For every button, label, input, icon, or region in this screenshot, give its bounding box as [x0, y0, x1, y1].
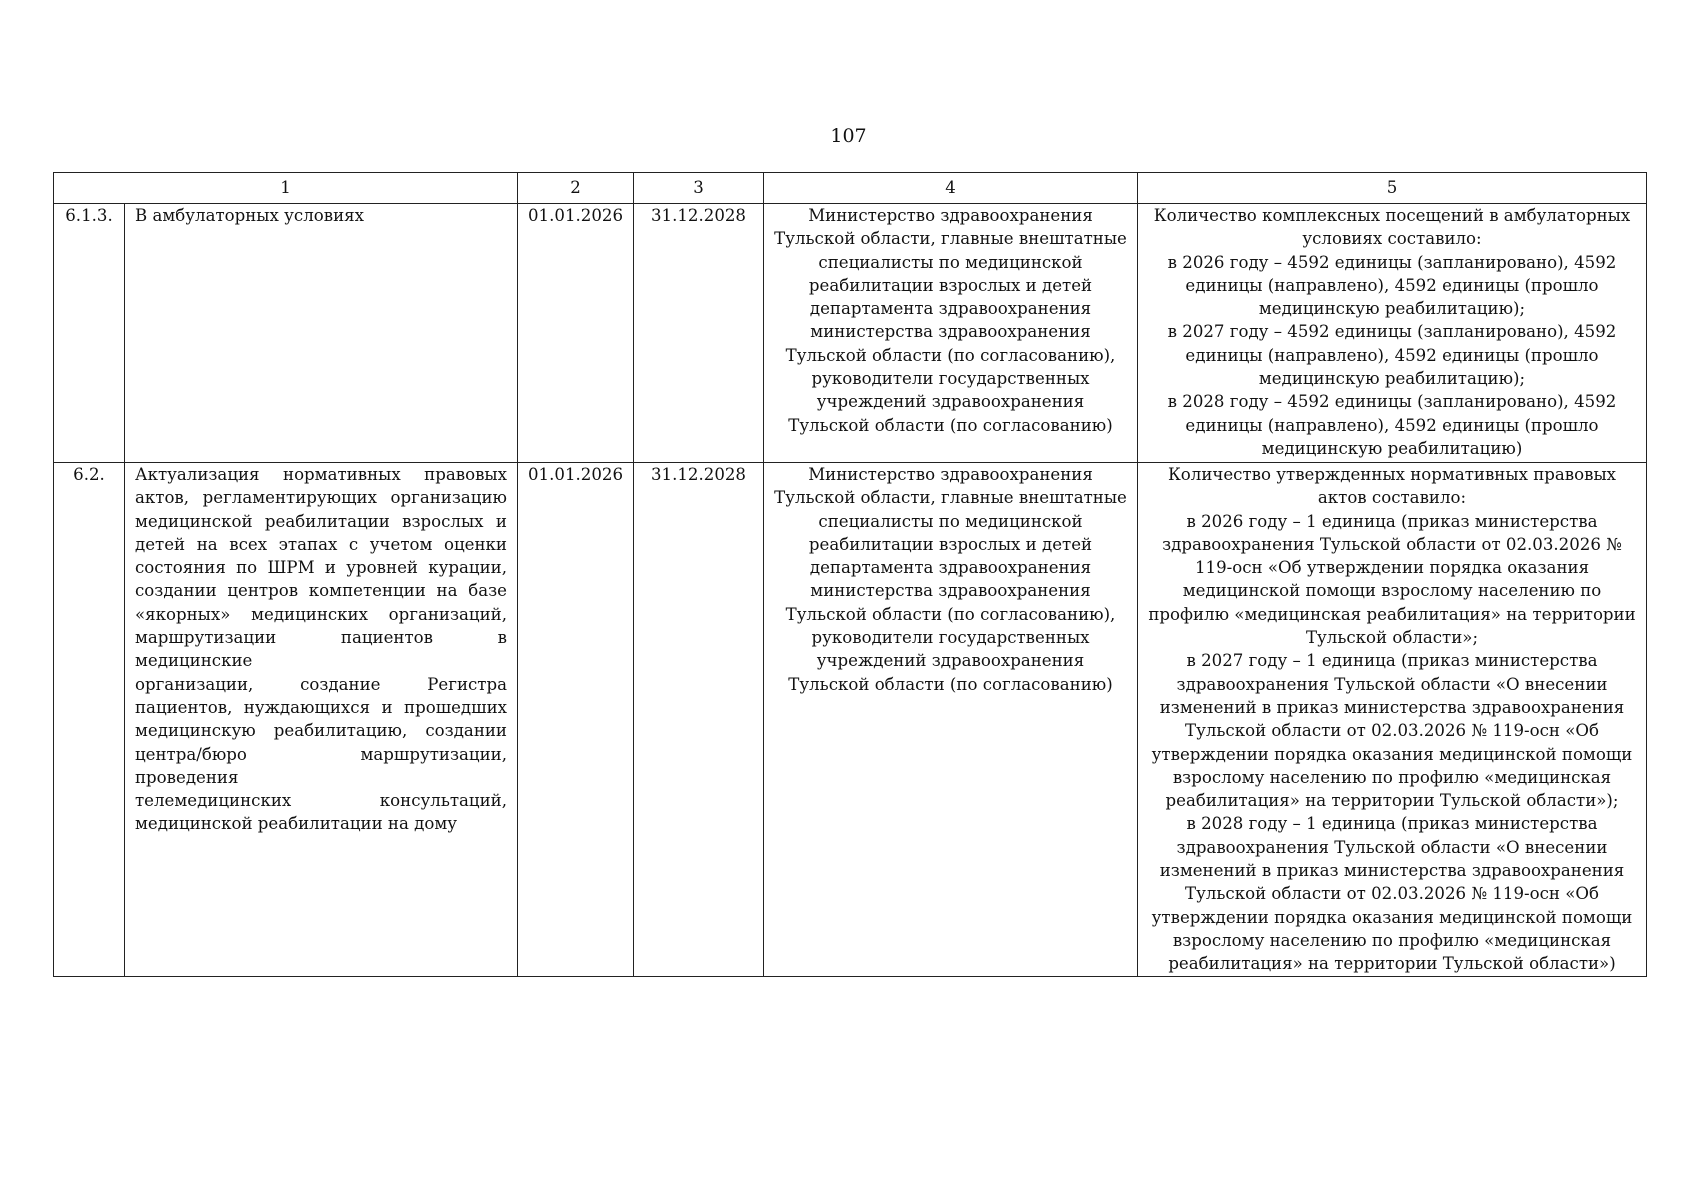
result-line: Количество утвержденных нормативных правовых актов составило:: [1167, 465, 1617, 508]
end-date: 31.12.2028: [634, 204, 764, 463]
table-row: [54, 463, 1647, 977]
measure-name: В амбулаторных условиях: [125, 204, 518, 463]
header-cell-3: 3: [634, 173, 764, 204]
measures-table: [53, 172, 1647, 977]
result-line: в 2028 году – 4592 единицы (запланировано), 4592 единицы (направлено), 4592 единицы (прошло медицинскую реабилитацию): [1167, 392, 1617, 458]
measure-name-line: Актуализация нормативных правовых: [135, 465, 507, 484]
result-line: в 2026 году – 4592 единицы (запланировано), 4592 единицы (направлено), 4592 единицы (прошло медицинскую реабилитацию);: [1167, 252, 1617, 319]
measure-name-line: медицинской реабилитации на дому: [135, 814, 458, 834]
responsible-executors: Министерство здравоохранения Тульской области, главные внештатные специалисты по медицинской реабилитации взрослых и детей департамента здравоохранения министерства здравоохранения Тульской области (по согласованию), руководители государственных учреждений здравоохранения Тульской области (по согласованию): [764, 204, 1138, 463]
measure-name-line: медицинскую реабилитацию, создании: [135, 721, 507, 741]
result-line: в 2028 году – 1 единица (приказ министерства здравоохранения Тульской области «О внесении изменений в приказ министерства здравоохранения Тульской области от 02.03.2026 № 119-осн «Об утверждении порядка оказания медицинской помощи взрослому населению по профилю «медицинская реабилитация» на территории Тульской области»): [1151, 814, 1633, 974]
header-cell-1: 1: [54, 173, 518, 204]
row-number: 6.2.: [54, 463, 125, 977]
measure-name-line: актов, регламентирующих организацию: [135, 488, 507, 508]
expected-result: [1138, 204, 1647, 463]
measure-name-line: организации, создание Регистра: [135, 674, 507, 694]
result-line: в 2027 году – 4592 единицы (запланировано), 4592 единицы (направлено), 4592 единицы (прошло медицинскую реабилитацию);: [1167, 322, 1617, 389]
result-line: Количество комплексных посещений в амбулаторных условиях составило:: [1153, 206, 1631, 249]
measure-name: [125, 463, 518, 977]
measure-name-line: создании центров компетенции на базе: [135, 581, 507, 601]
row-number: 6.1.3.: [54, 204, 125, 463]
responsible-executors: Министерство здравоохранения Тульской области, главные внештатные специалисты по медицинской реабилитации взрослых и детей департамента здравоохранения министерства здравоохранения Тульской области (по согласованию), руководители государственных учреждений здравоохранения Тульской области (по согласованию): [764, 463, 1138, 977]
header-cell-5: 5: [1138, 173, 1647, 204]
measure-name-line: центра/бюро маршрутизации, проведения: [135, 744, 507, 787]
measure-name-line: маршрутизации пациентов в медицинские: [135, 628, 507, 671]
expected-result: [1138, 463, 1647, 977]
table-header-row: [54, 173, 1647, 204]
start-date: 01.01.2026: [518, 204, 634, 463]
table-row: [54, 204, 1647, 463]
page-number: 107: [830, 125, 867, 147]
measure-name-line: «якорных» медицинских организаций,: [135, 604, 507, 624]
measure-name-line: телемедицинских консультаций,: [135, 791, 507, 811]
header-cell-2: 2: [518, 173, 634, 204]
measure-name-line: состояния по ШРМ и уровней курации,: [135, 558, 507, 578]
result-line: в 2026 году – 1 единица (приказ министерства здравоохранения Тульской области от 02.03.2026 № 119-осн «Об утверждении порядка оказания медицинской помощи взрослому населению по профилю «медицинская реабилитация» на территории Тульской области»;: [1148, 511, 1636, 648]
measure-name-line: детей на всех этапах с учетом оценки: [135, 534, 507, 554]
measure-name-line: медицинской реабилитации взрослых и: [135, 511, 507, 531]
end-date: 31.12.2028: [634, 463, 764, 977]
header-cell-4: 4: [764, 173, 1138, 204]
result-line: в 2027 году – 1 единица (приказ министерства здравоохранения Тульской области «О внесении изменений в приказ министерства здравоохранения Тульской области от 02.03.2026 № 119-осн «Об утверждении порядка оказания медицинской помощи взрослому населению по профилю «медицинская реабилитация» на территории Тульской области»);: [1151, 651, 1633, 811]
measure-name-line: пациентов, нуждающихся и прошедших: [135, 697, 507, 717]
start-date: 01.01.2026: [518, 463, 634, 977]
